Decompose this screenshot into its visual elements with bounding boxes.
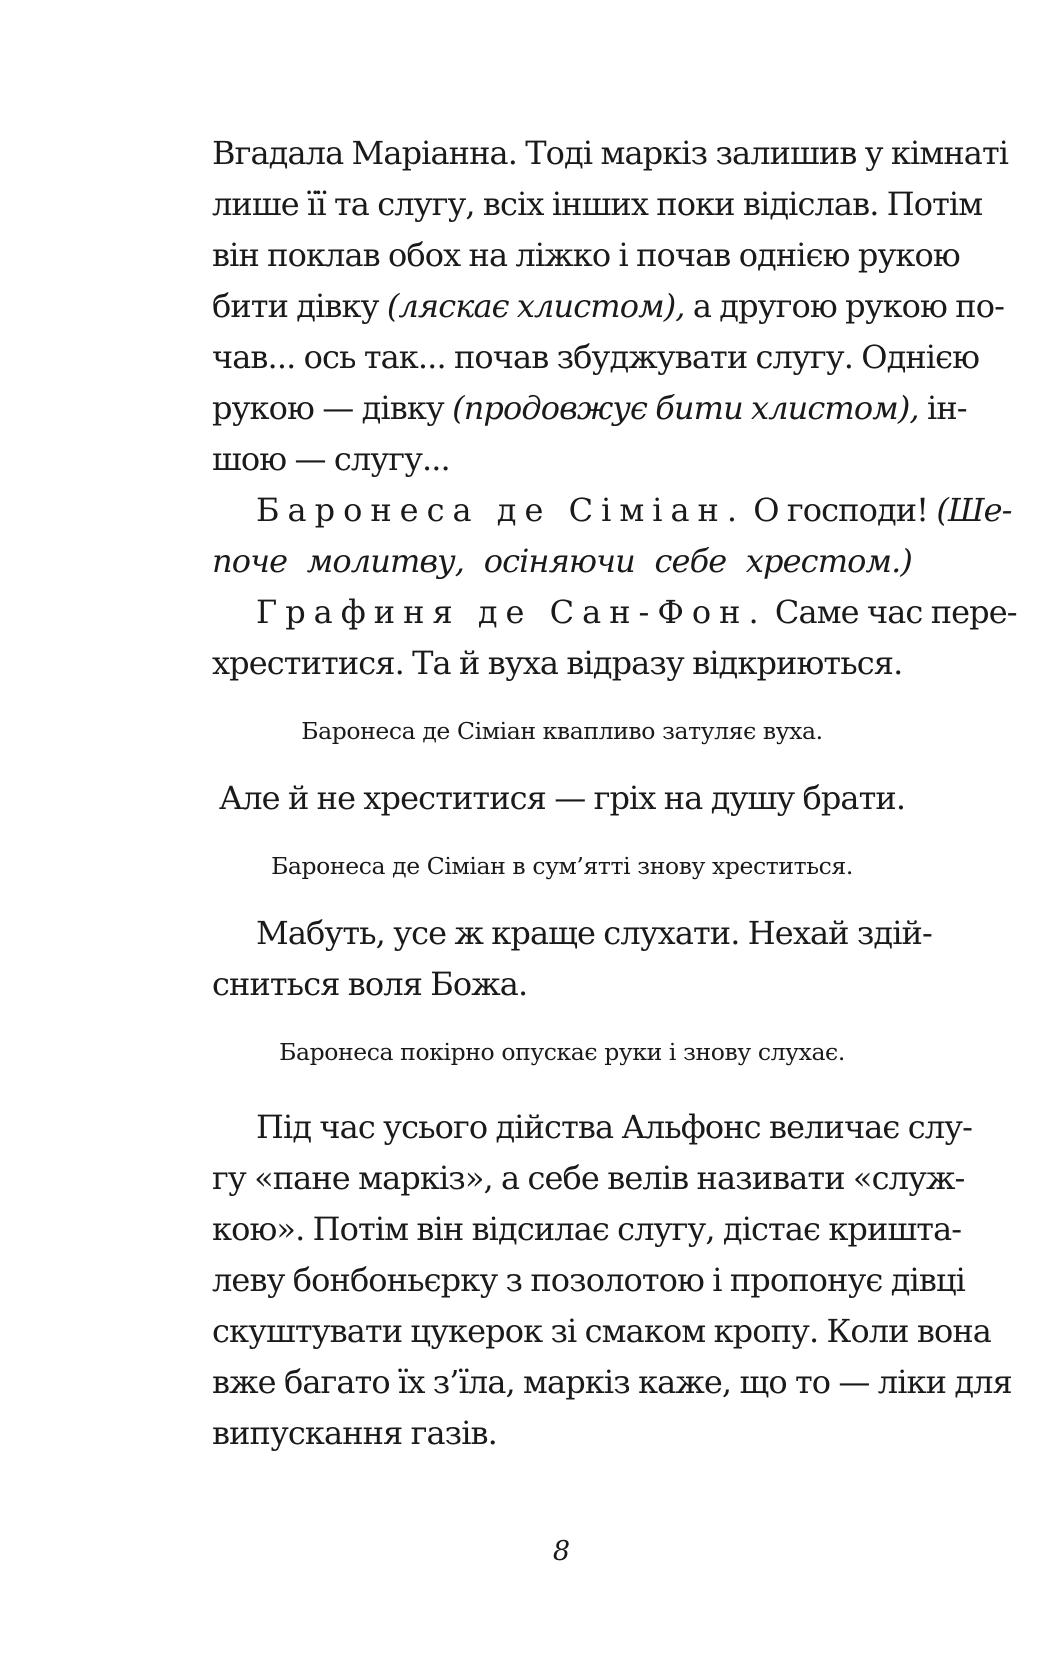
- text-line: лише її та слугу, всіх інших поки відіслав. Потім: [212, 185, 983, 223]
- stage-direction-line: поче молитву, осіняючи себе хрестом.): [212, 542, 912, 580]
- text-line: сниться воля Божа.: [212, 965, 528, 1003]
- text-line: леву бонбоньєрку з позолотою і пропонує дівці: [212, 1261, 965, 1299]
- text-line: кою». Потім він відсилає слугу, дістає кришта-: [212, 1210, 962, 1248]
- text-line: Мабуть, усе ж краще слухати. Нехай здій-: [256, 914, 932, 952]
- text-span: а другою рукою по-: [684, 287, 1004, 325]
- text-span: рукою — дівку: [212, 389, 453, 427]
- page-number: 8: [552, 1536, 571, 1567]
- text-line: він поклав обох на ліжко і почав однією рукою: [212, 236, 960, 274]
- text-line: випускання газів.: [212, 1414, 497, 1452]
- text-line: чав... ось так... почав збуджувати слугу. Однією: [212, 338, 980, 376]
- stage-direction: Баронеса покірно опускає руки і знову слухає.: [279, 1038, 845, 1066]
- text-span: бити дівку: [212, 287, 387, 325]
- replica-line: [212, 485, 1012, 536]
- page-body: [212, 128, 1017, 1459]
- stage-direction-inline: (Ше-: [936, 491, 1012, 529]
- text-line: шою — слугу...: [212, 440, 450, 478]
- text-span: О господи!: [745, 491, 937, 529]
- text-line: гу «пане маркіз», а себе велів називати «служ-: [212, 1159, 965, 1197]
- speaker-name: Графиня де Сан-Фон.: [256, 593, 767, 631]
- text-line: хреститися. Та й вуха відразу відкриються.: [212, 644, 903, 682]
- text-line: Вгадала Маріанна. Тоді маркіз залишив у кімнаті: [212, 134, 1009, 172]
- text-line: [212, 383, 967, 434]
- text-span: Саме час пере-: [766, 593, 1017, 631]
- stage-direction-inline: (продовжує бити хлистом),: [452, 389, 919, 427]
- stage-direction: Баронеса де Сіміан квапливо затуляє вуха.: [301, 717, 823, 745]
- stage-direction-inline: (ляскає хлистом),: [386, 287, 685, 325]
- replica-line: [212, 587, 1017, 638]
- text-span: ін-: [918, 389, 967, 427]
- stage-direction: Баронеса де Сіміан в сум’ятті знову хреститься.: [271, 852, 853, 880]
- text-line: [212, 281, 1004, 332]
- text-line: Під час усього дійства Альфонс величає слу-: [256, 1108, 972, 1146]
- text-line: Але й не хреститися — гріх на душу брати.: [218, 779, 906, 817]
- speaker-name: Баронеса де Сіміан.: [256, 491, 746, 529]
- text-line: скуштувати цукерок зі смаком кропу. Коли вона: [212, 1312, 991, 1350]
- text-line: вже багато їх з’їла, маркіз каже, що то — ліки для: [212, 1363, 1012, 1401]
